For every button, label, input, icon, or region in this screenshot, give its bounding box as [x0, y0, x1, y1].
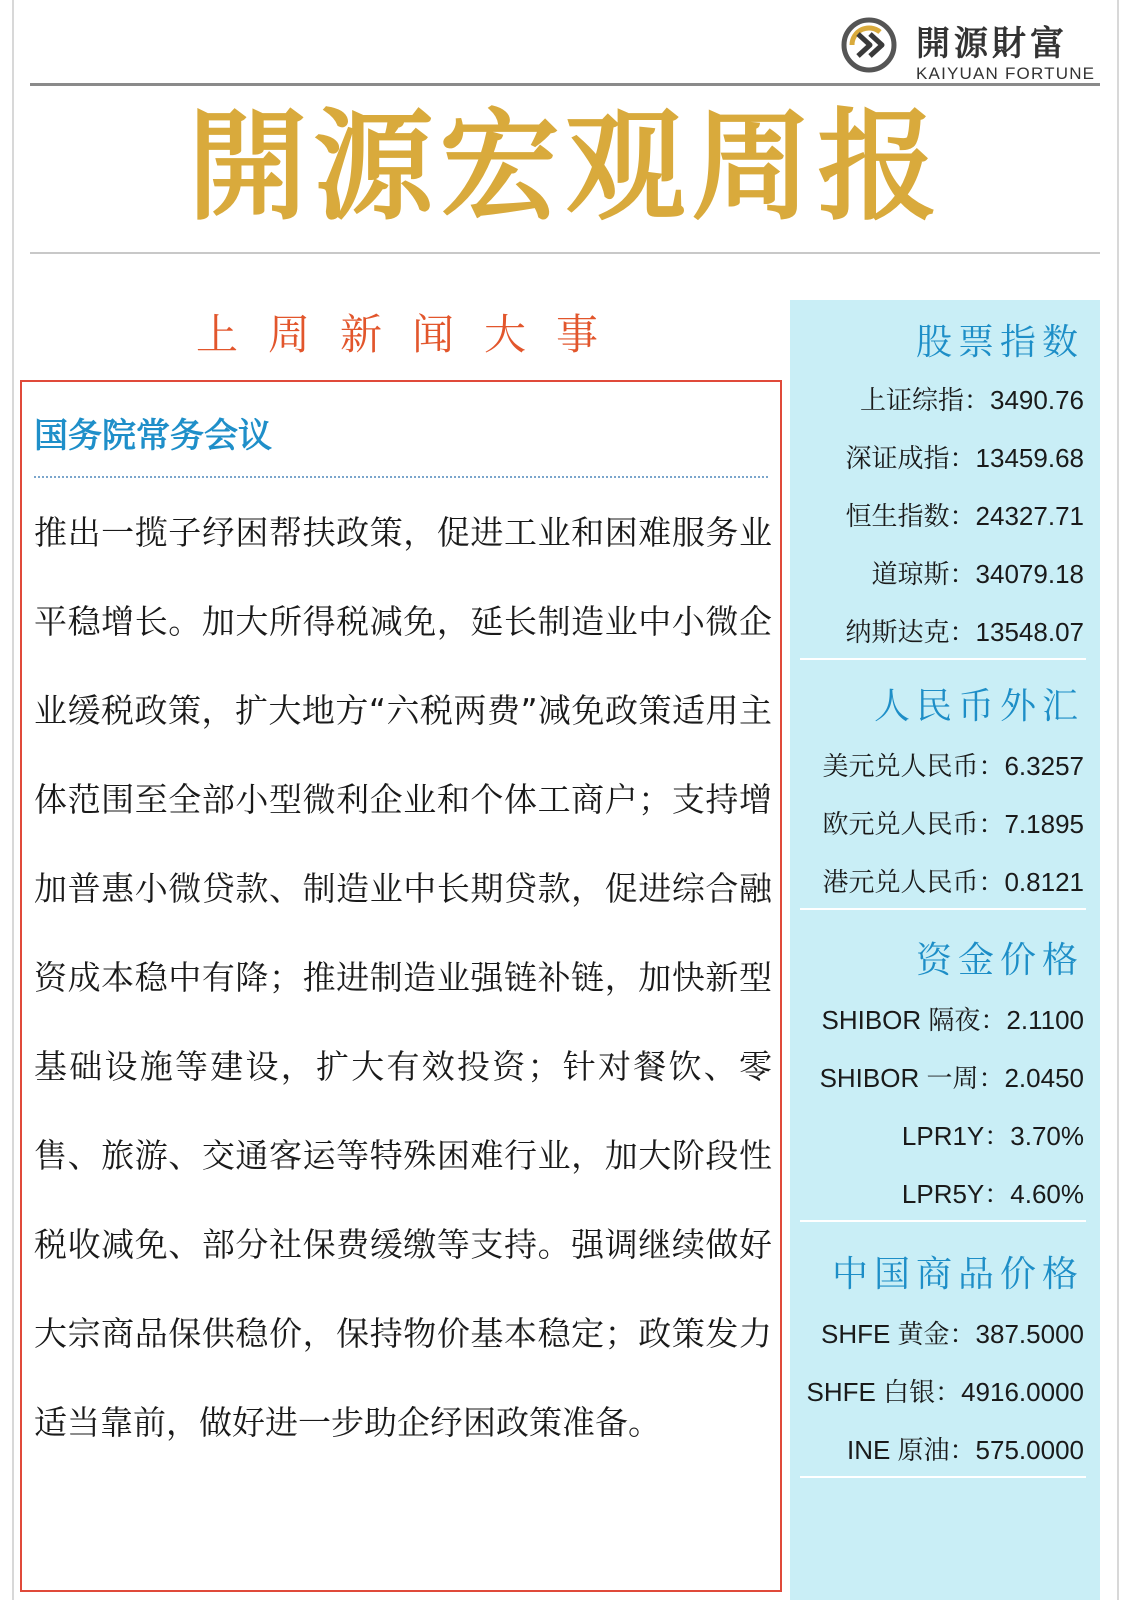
market-row: SHFE 白银：4916.0000	[806, 1377, 1084, 1407]
market-row: 上证综指：3490.76	[860, 385, 1084, 415]
market-row: 恒生指数：24327.71	[845, 501, 1084, 531]
market-panel	[790, 300, 1100, 1600]
news-heading: 国务院常务会议	[34, 416, 272, 456]
market-row: INE 原油：575.0000	[846, 1435, 1084, 1465]
group-divider	[800, 1476, 1086, 1478]
page-border-right	[1117, 0, 1119, 1600]
market-row: SHIBOR 隔夜：2.1100	[821, 1005, 1084, 1035]
market-row: LPR1Y：3.70%	[901, 1121, 1084, 1151]
group-divider	[800, 1220, 1086, 1222]
group-title-stock-index: 股票指数	[915, 322, 1084, 363]
market-row: 深证成指：13459.68	[845, 443, 1084, 473]
news-box	[20, 380, 782, 1592]
news-body: 推出一揽子纾困帮扶政策，促进工业和困难服务业平稳增长。加大所得税减免，延长制造业中小微企业缓税政策，扩大地方“六税两费”减免政策适用主体范围至全部小型微利企业和个体工商户；支持增加普惠小微贷款、制造业中长期贷款，促进综合融资成本稳中有降；推进制造业强链补链，加快新型基础设施等建设，扩大有效投资；针对餐饮、零售、旅游、交通客运等特殊困难行业，加大阶段性税收减免、部分社保费缓缴等支持。强调继续做好大宗商品保供稳价，保持物价基本稳定；政策发力适当靠前，做好进一步助企纾困政策准备。	[34, 513, 772, 1442]
brand-name-en: KAIYUAN FORTUNE	[916, 64, 1096, 83]
market-row: SHFE 黄金：387.5000	[820, 1319, 1084, 1349]
kaiyuan-logo-icon	[840, 16, 898, 74]
section-title: 上周新闻大事	[196, 310, 629, 359]
market-row: 道琼斯：34079.18	[871, 559, 1084, 589]
market-row: 欧元兑人民币：7.1895	[822, 809, 1084, 839]
group-title-commodities: 中国商品价格	[831, 1254, 1084, 1295]
group-divider	[800, 658, 1086, 660]
market-row: 港元兑人民币：0.8121	[822, 867, 1084, 897]
title-divider	[30, 252, 1100, 254]
brand-logo	[840, 14, 1110, 83]
group-title-rmb-fx: 人民币外汇	[873, 686, 1084, 727]
market-row: 纳斯达克：13548.07	[845, 617, 1084, 647]
page-border-left	[12, 0, 14, 1600]
page-title: 開源宏观周报	[187, 98, 944, 237]
header-divider	[30, 83, 1100, 86]
market-row: SHIBOR 一周：2.0450	[819, 1063, 1084, 1093]
dotted-divider	[34, 476, 768, 478]
group-title-funding: 资金价格	[915, 940, 1084, 981]
brand-name-cn: 開源財富	[916, 24, 1068, 64]
market-row: 美元兑人民币：6.3257	[822, 751, 1084, 781]
market-row: LPR5Y：4.60%	[901, 1179, 1084, 1209]
group-divider	[800, 908, 1086, 910]
